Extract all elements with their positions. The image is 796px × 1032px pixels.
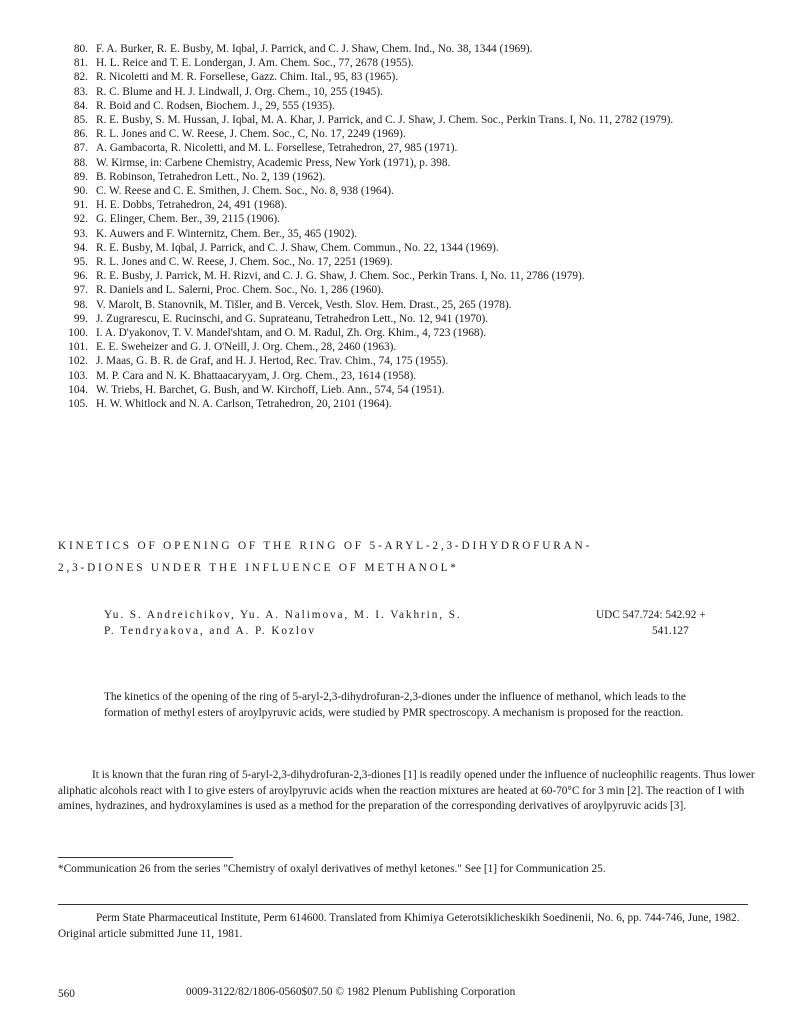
reference-number: 89. xyxy=(73,170,88,183)
reference-text: A. Gambacorta, R. Nicoletti, and M. L. Forsellese, Tetrahedron, 27, 985 (1971). xyxy=(96,142,458,155)
reference-number: 99. xyxy=(73,312,88,325)
reference-number: 90. xyxy=(73,185,88,198)
reference-item xyxy=(58,397,758,411)
reference-text: R. Boid and C. Rodsen, Biochem. J., 29, 555 (1935). xyxy=(96,99,335,112)
reference-item xyxy=(58,340,758,354)
reference-text: H. L. Reice and T. E. Londergan, J. Am. Chem. Soc., 77, 2678 (1955). xyxy=(96,57,414,70)
udc-classification xyxy=(596,608,756,639)
reference-item xyxy=(58,141,758,155)
reference-number: 84. xyxy=(73,99,88,112)
reference-text: I. A. D'yakonov, T. V. Mandel'shtam, and O. M. Radul, Zh. Org. Khim., 4, 723 (1968). xyxy=(96,327,487,340)
reference-item xyxy=(58,198,758,212)
udc-line-2: 541.127 xyxy=(652,624,689,637)
reference-item xyxy=(58,85,758,99)
affiliation-divider xyxy=(58,904,748,905)
reference-text: B. Robinson, Tetrahedron Lett., No. 2, 139 (1962). xyxy=(96,170,326,183)
reference-text: K. Auwers and F. Winternitz, Chem. Ber., 35, 465 (1902). xyxy=(96,227,358,240)
reference-item xyxy=(58,298,758,312)
reference-number: 91. xyxy=(73,199,88,212)
reference-number: 88. xyxy=(73,156,88,169)
reference-number: 96. xyxy=(73,270,88,283)
reference-text: M. P. Cara and N. K. Bhattaacaryyam, J. Org. Chem., 23, 1614 (1958). xyxy=(96,369,417,382)
reference-text: G. Elinger, Chem. Ber., 39, 2115 (1906). xyxy=(96,213,280,226)
reference-text: F. A. Burker, R. E. Busby, M. Iqbal, J. Parrick, and C. J. Shaw, Chem. Ind., No. 38, 1344 (1969). xyxy=(96,43,533,55)
reference-number: 86. xyxy=(73,128,88,141)
footnote-divider xyxy=(58,857,233,858)
reference-number: 101. xyxy=(68,341,88,354)
reference-text: E. E. Sweheizer and G. J. O'Neill, J. Org. Chem., 28, 2460 (1963). xyxy=(96,341,397,354)
intro-paragraph: It is known that the furan ring of 5-aryl-2,3-dihydrofuran-2,3-diones [1] is readily opened under the influence of nucleophilic reagents. Thus lower aliphatic alcohols react with I to give esters of aroylpyruvic acids when the reaction mixtures are heated at 60-70°C for 3 min [2]. The reaction of I with amines, hydrazines, and hydroxylamines is used as a method for the preparation of the corresponding derivatives of aroylpyruvic acids [3]. xyxy=(58,769,755,812)
reference-item xyxy=(58,283,758,297)
reference-item xyxy=(58,383,758,397)
reference-item xyxy=(58,312,758,326)
article-title: KINETICS OF OPENING OF THE RING OF 5-ARYL-2,3-DIHYDROFURAN-2,3-DIONES UNDER THE INFLUENCE OF METHANOL* xyxy=(58,540,593,574)
reference-number: 100. xyxy=(68,327,88,340)
reference-number: 85. xyxy=(73,114,88,127)
reference-number: 93. xyxy=(73,227,88,240)
reference-text: C. W. Reese and C. E. Smithen, J. Chem. Soc., No. 8, 938 (1964). xyxy=(96,185,394,198)
affiliation-note: Perm State Pharmaceutical Institute, Perm 614600. Translated from Khimiya Geterotsiklicheskikh Soedinenii, No. 6, pp. 744-746, June, 1982. Original article submitted June 11, 1981. xyxy=(58,912,740,940)
reference-item xyxy=(58,113,758,127)
page-number: 560 xyxy=(58,988,75,1000)
reference-item xyxy=(58,184,758,198)
reference-item xyxy=(58,56,758,70)
reference-text: R. E. Busby, M. Iqbal, J. Parrick, and C. J. Shaw, Chem. Commun., No. 22, 1344 (1969). xyxy=(96,241,499,254)
reference-number: 80. xyxy=(73,43,88,55)
reference-text: W. Triebs, H. Barchet, G. Bush, and W. Kirchoff, Lieb. Ann., 574, 54 (1951). xyxy=(96,383,445,396)
reference-item xyxy=(58,156,758,170)
reference-number: 103. xyxy=(68,369,88,382)
reference-item xyxy=(58,354,758,368)
reference-item xyxy=(58,70,758,84)
reference-item xyxy=(58,269,758,283)
reference-text: R. Nicoletti and M. R. Forsellese, Gazz. Chim. Ital., 95, 83 (1965). xyxy=(96,71,399,84)
reference-item xyxy=(58,170,758,184)
reference-number: 94. xyxy=(73,241,88,254)
reference-item xyxy=(58,212,758,226)
abstract: The kinetics of the opening of the ring of 5-aryl-2,3-dihydrofuran-2,3-diones under the influence of methanol, which leads to the formation of methyl esters of aroylpyruvic acids, were studied by PMR spectroscopy. A mechanism is proposed for the reaction. xyxy=(104,691,686,719)
reference-text: H. E. Dobbs, Tetrahedron, 24, 491 (1968). xyxy=(96,199,288,212)
reference-number: 92. xyxy=(73,213,88,226)
reference-item xyxy=(58,241,758,255)
reference-number: 102. xyxy=(68,355,88,368)
copyright-line: 0009-3122/82/1806-0560$07.50 © 1982 Plenum Publishing Corporation xyxy=(186,986,516,998)
reference-item xyxy=(58,42,758,56)
reference-number: 87. xyxy=(73,142,88,155)
udc-line-1: UDC 547.724: 542.92 + xyxy=(596,609,706,621)
reference-text: R. Daniels and L. Salerni, Proc. Chem. Soc., No. 1, 286 (1960). xyxy=(96,284,384,297)
reference-number: 104. xyxy=(68,383,88,396)
footnote: *Communication 26 from the series "Chemistry of oxalyl derivatives of methyl ketones." See [1] for Communication 25. xyxy=(58,863,606,875)
reference-text: R. E. Busby, J. Parrick, M. H. Rizvi, and C. J. G. Shaw, J. Chem. Soc., Perkin Trans. I, No. 11, 2786 (1979). xyxy=(96,270,585,283)
reference-text: R. L. Jones and C. W. Reese, J. Chem. Soc., No. 17, 2251 (1969). xyxy=(96,256,393,269)
reference-item xyxy=(58,326,758,340)
reference-text: R. L. Jones and C. W. Reese, J. Chem. Soc., C, No. 17, 2249 (1969). xyxy=(96,128,406,141)
reference-text: H. W. Whitlock and N. A. Carlson, Tetrahedron, 20, 2101 (1964). xyxy=(96,398,392,411)
reference-number: 105. xyxy=(68,398,88,411)
reference-number: 81. xyxy=(73,57,88,70)
reference-text: J. Maas, G. B. R. de Graf, and H. J. Hertod, Rec. Trav. Chim., 74, 175 (1955). xyxy=(96,355,449,368)
author-list: Yu. S. Andreichikov, Yu. A. Nalimova, M. I. Vakhrin, S. P. Tendryakova, and A. P. Kozlov xyxy=(104,609,462,637)
reference-item xyxy=(58,227,758,241)
reference-number: 83. xyxy=(73,85,88,98)
reference-text: W. Kirmse, in: Carbene Chemistry, Academic Press, New York (1971), p. 398. xyxy=(96,156,451,169)
reference-text: R. E. Busby, S. M. Hussan, J. Iqbal, M. A. Khar, J. Parrick, and C. J. Shaw, J. Chem. Soc., Perkin Trans. I, No. 11, 2782 (1979). xyxy=(96,114,674,127)
reference-number: 95. xyxy=(73,256,88,269)
reference-text: R. C. Blume and H. J. Lindwall, J. Org. Chem., 10, 255 (1945). xyxy=(96,85,383,98)
reference-item xyxy=(58,369,758,383)
reference-item xyxy=(58,127,758,141)
reference-text: V. Marolt, B. Stanovnik, M. Tišler, and B. Vercek, Vesth. Slov. Hem. Drast., 25, 265 (1978). xyxy=(96,298,512,311)
reference-item xyxy=(58,99,758,113)
reference-text: J. Zugrarescu, E. Rucinschi, and G. Suprateanu, Tetrahedron Lett., No. 12, 941 (1970). xyxy=(96,312,489,325)
reference-number: 98. xyxy=(73,298,88,311)
reference-number: 97. xyxy=(73,284,88,297)
reference-list xyxy=(58,42,758,411)
reference-item xyxy=(58,255,758,269)
reference-number: 82. xyxy=(73,71,88,84)
